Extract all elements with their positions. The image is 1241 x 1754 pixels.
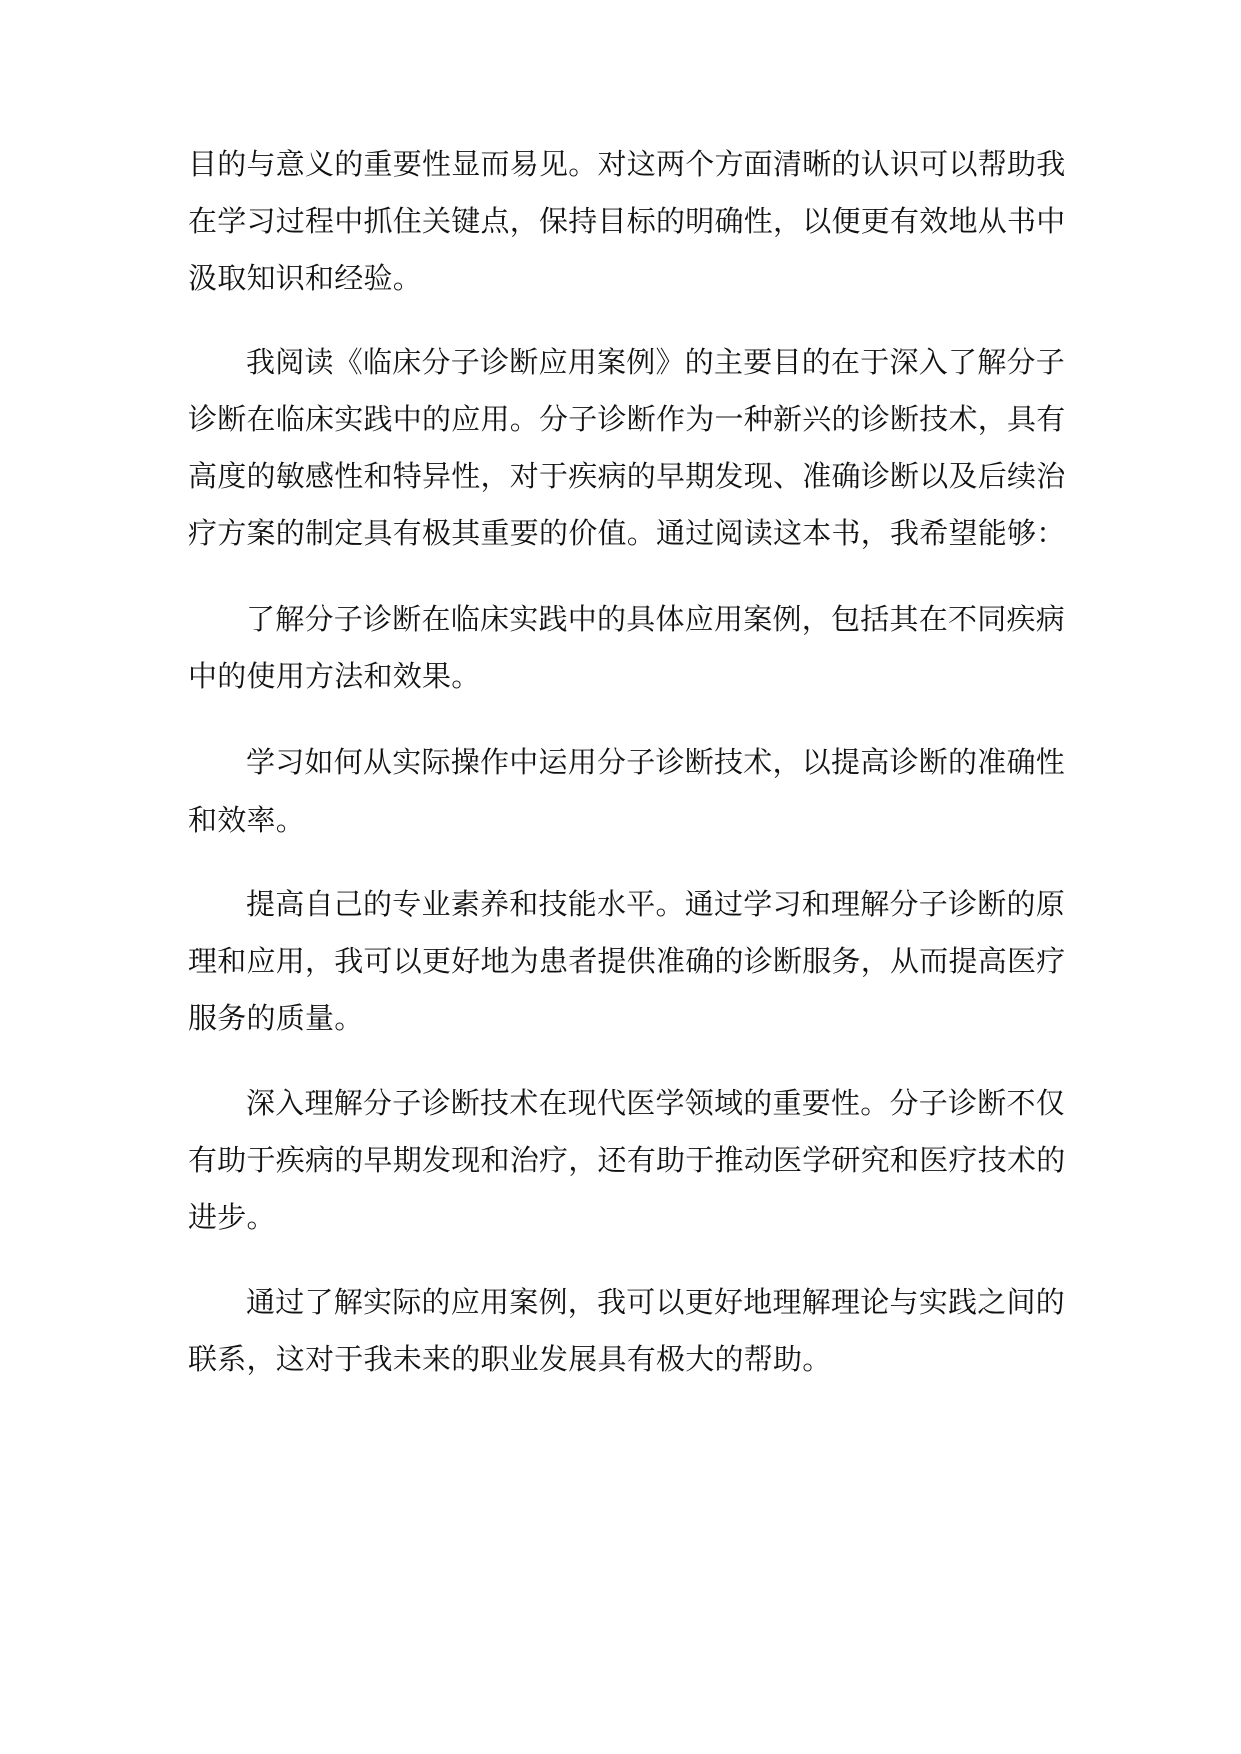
- text-line: 联系，这对于我未来的职业发展具有极大的帮助。: [188, 1342, 832, 1376]
- text-line: 理和应用，我可以更好地为患者提供准确的诊断服务，从而提高医疗: [188, 944, 1066, 978]
- text-line: 服务的质量。: [188, 1001, 364, 1035]
- text-line: 汲取知识和经验。: [188, 261, 423, 295]
- text-line: 进步。: [188, 1200, 276, 1234]
- text-line: 在学习过程中抓住关键点，保持目标的明确性，以便更有效地从书中: [188, 204, 1066, 238]
- text-line: 目的与意义的重要性显而易见。对这两个方面清晰的认识可以帮助我: [188, 147, 1066, 181]
- text-line: 深入理解分子诊断技术在现代医学领域的重要性。分子诊断不仅: [246, 1086, 1066, 1120]
- text-line: 通过了解实际的应用案例，我可以更好地理解理论与实践之间的: [246, 1285, 1066, 1319]
- text-line: 高度的敏感性和特异性，对于疾病的早期发现、准确诊断以及后续治: [188, 459, 1066, 493]
- text-line: 和效率。: [188, 803, 306, 837]
- text-line: 有助于疾病的早期发现和治疗，还有助于推动医学研究和医疗技术的: [188, 1143, 1066, 1177]
- text-line: 了解分子诊断在临床实践中的具体应用案例，包括其在不同疾病: [246, 602, 1066, 636]
- text-line: 学习如何从实际操作中运用分子诊断技术，以提高诊断的准确性: [246, 745, 1066, 779]
- text-line: 我阅读《临床分子诊断应用案例》的主要目的在于深入了解分子: [246, 345, 1066, 379]
- text-line: 提高自己的专业素养和技能水平。通过学习和理解分子诊断的原: [246, 887, 1066, 921]
- text-line: 中的使用方法和效果。: [188, 659, 481, 693]
- text-line: 诊断在临床实践中的应用。分子诊断作为一种新兴的诊断技术，具有: [188, 402, 1066, 436]
- text-line: 疗方案的制定具有极其重要的价值。通过阅读这本书，我希望能够：: [188, 516, 1066, 550]
